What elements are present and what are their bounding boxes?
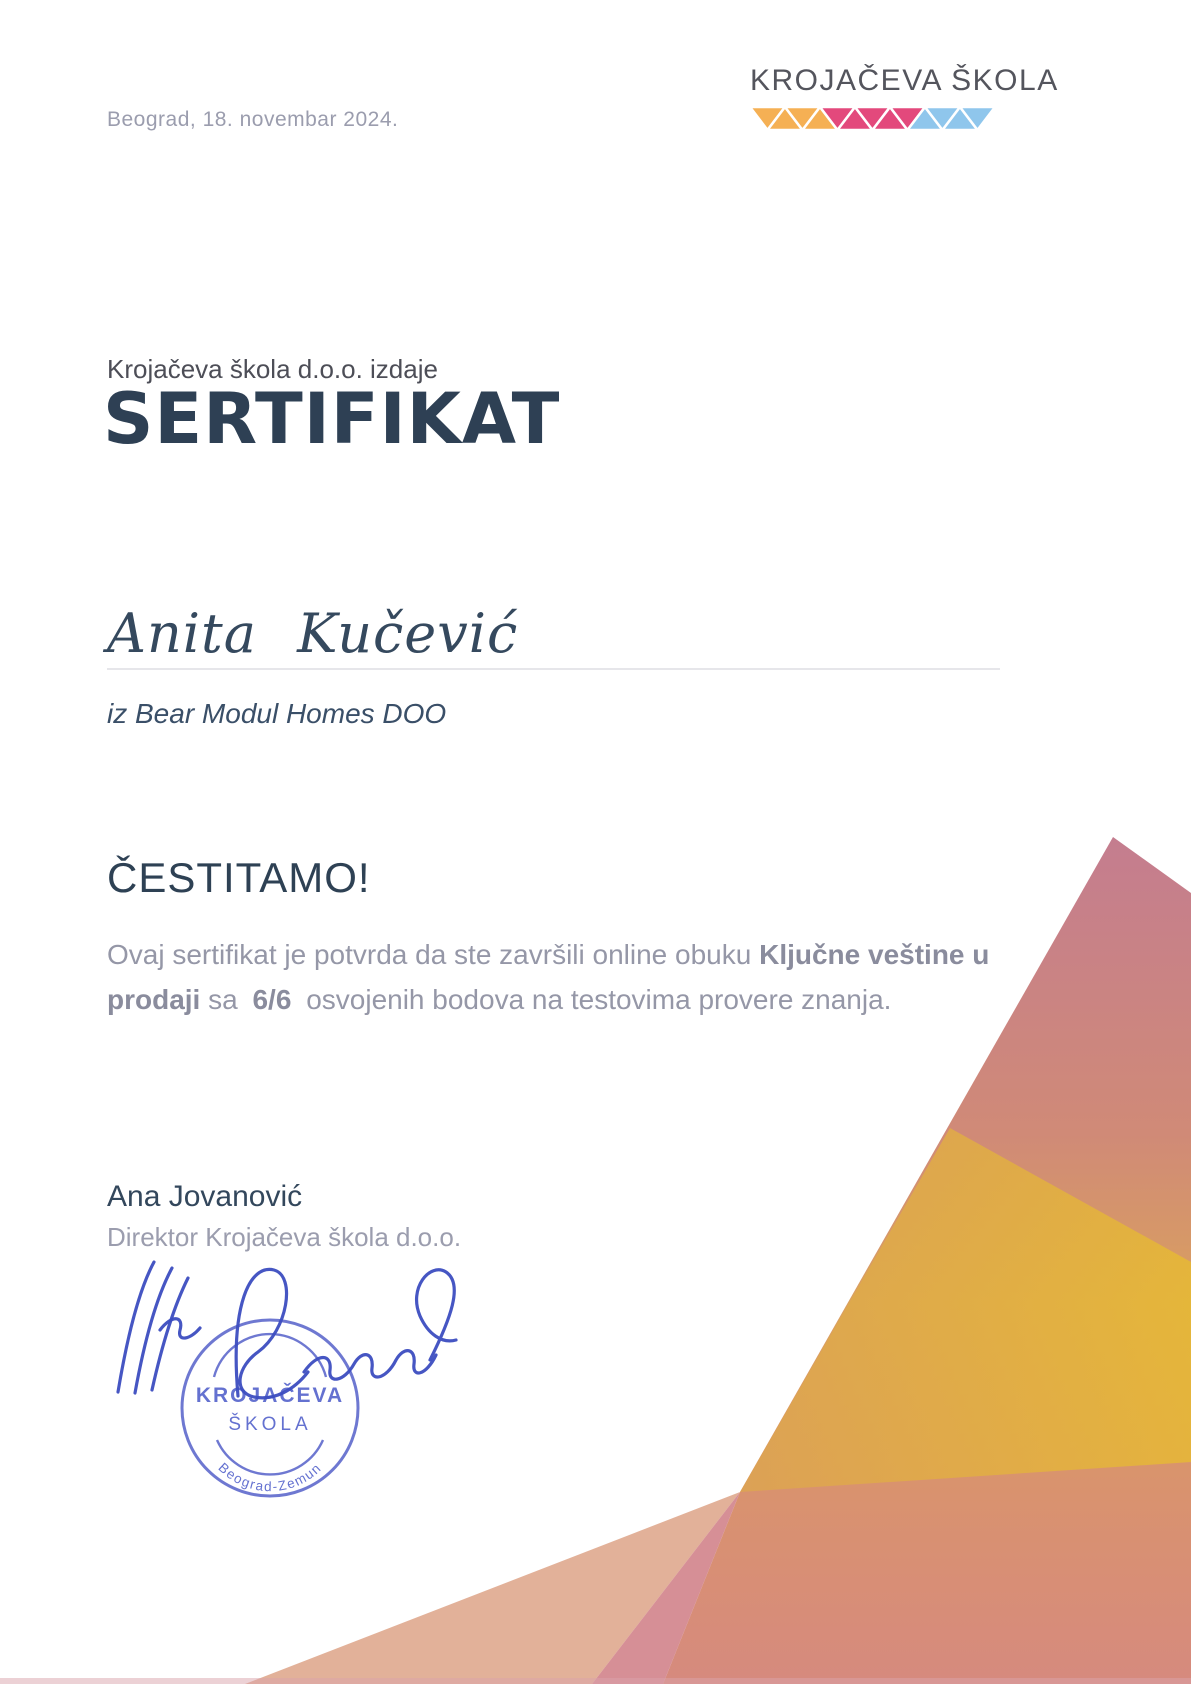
course-name: Ključne veštine u prodaji xyxy=(107,939,990,1016)
body-text-2: sa xyxy=(200,984,246,1016)
logo-triangle-band-icon xyxy=(750,107,995,130)
date-location: Beograd, 18. novembar 2024. xyxy=(107,108,399,131)
recipient-company: iz Bear Modul Homes DOO xyxy=(107,698,447,729)
signer-role: Direktor Krojačeva škola d.o.o. xyxy=(107,1222,462,1252)
recipient-name: Anita Kučević xyxy=(107,602,519,665)
stamp-line1: KROJAČEVA xyxy=(195,1384,345,1407)
signature-ink-icon xyxy=(118,1262,456,1398)
body-text-1: Ovaj sertifikat je potvrda da ste završili online obuku xyxy=(107,939,760,970)
body-text-3: osvojenih bodova na testovima provere znanja. xyxy=(298,984,892,1016)
signature-and-stamp xyxy=(90,1200,460,1560)
certificate-title: SERTIFIKAT xyxy=(103,378,561,460)
score-value: 6/6 xyxy=(252,984,292,1016)
issuer-line: Krojačeva škola d.o.o. izdaje xyxy=(107,354,438,384)
congrats-body xyxy=(107,932,997,1023)
svg-text:Beograd-Zemun xyxy=(215,1460,324,1494)
logo xyxy=(750,64,1080,130)
signer-name: Ana Jovanović xyxy=(107,1180,303,1213)
congrats-heading: ČESTITAMO! xyxy=(107,854,371,901)
stamp-arc-text: Beograd-Zemun xyxy=(215,1459,325,1495)
logo-wordmark: KROJAČEVA ŠKOLA xyxy=(750,64,1059,97)
stamp-line2: ŠKOLA xyxy=(228,1414,312,1435)
name-underline xyxy=(107,668,1000,670)
stamp-seal-icon xyxy=(182,1320,358,1496)
